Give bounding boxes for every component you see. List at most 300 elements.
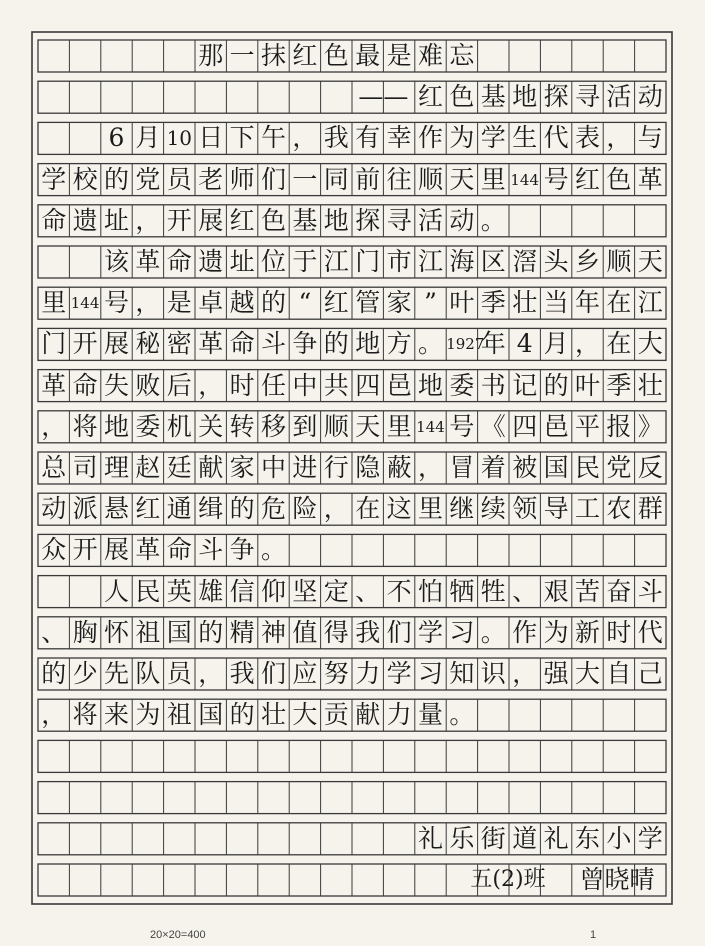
grid-char: 于	[292, 247, 318, 276]
grid-char: 、	[41, 617, 67, 647]
grid-char: 的	[260, 288, 286, 318]
grid-char: 《	[480, 411, 506, 441]
paragraph-3-line-3	[38, 658, 666, 690]
grid-char: 红	[292, 41, 318, 70]
grid-char: 司	[72, 453, 98, 482]
grid-char: 领	[512, 494, 538, 524]
grid-char: 师	[229, 164, 255, 194]
grid-char: 派	[72, 494, 98, 524]
grid-char: 学	[637, 823, 663, 853]
grid-char: 位	[260, 247, 286, 276]
grid-char: ——	[358, 82, 409, 112]
grid-char: 力	[355, 659, 381, 688]
grid-char: 乐	[449, 823, 475, 853]
grid-char: 年	[574, 288, 600, 318]
grid-char: 仰	[260, 576, 286, 606]
grid-char: 校	[72, 164, 98, 194]
grid-char: ，	[292, 123, 318, 153]
paragraph-2-line-2	[38, 287, 666, 319]
grid-char: 下	[229, 123, 255, 153]
grid-char: 中	[292, 370, 318, 400]
grid-char: 日	[198, 123, 224, 153]
grid-char: 时	[229, 370, 255, 400]
grid-char: 继	[449, 494, 475, 524]
grid-char: 通	[166, 494, 192, 524]
grid-char: ”	[424, 288, 437, 318]
grid-char: 己	[637, 659, 663, 688]
paragraph-1-line-2	[38, 164, 666, 196]
grid-char: 。	[449, 700, 475, 730]
grid-char: 月	[135, 123, 161, 153]
grid-char: 礼	[417, 823, 443, 853]
grid-char: 精	[229, 617, 255, 647]
grid-char: 群	[637, 494, 663, 524]
grid-char: 的	[41, 659, 67, 688]
grid-char: 努	[323, 659, 349, 688]
grid-char: 天	[449, 164, 475, 194]
grid-char: 难	[417, 41, 443, 70]
grid-char: 赵	[135, 453, 161, 482]
grid-char: 月	[543, 329, 569, 359]
grid-char: 工	[574, 494, 600, 524]
grid-char: 牺	[449, 576, 475, 606]
grid-char: 代	[637, 617, 663, 647]
grid-char: 人	[103, 576, 129, 606]
grid-char: 力	[386, 700, 412, 730]
grid-char: 区	[480, 247, 506, 276]
grid-char: 为	[135, 700, 161, 730]
grid-char: 前	[355, 164, 381, 194]
grid-char: 邑	[543, 411, 569, 441]
grid-char: 行	[323, 453, 349, 482]
grid-char: 4	[516, 329, 533, 359]
grid-char: 斗	[198, 535, 224, 565]
grid-char: 员	[166, 164, 192, 194]
grid-char: 怕	[417, 576, 443, 606]
grid-char: ，	[41, 700, 67, 730]
grid-char: 定	[323, 576, 349, 606]
grid-char: 址	[229, 247, 255, 276]
grid-char: 坚	[292, 576, 318, 606]
grid-char: 悬	[103, 494, 129, 524]
grid-char: 最	[355, 41, 381, 70]
grid-char: 址	[103, 205, 129, 235]
grid-char: 献	[355, 700, 381, 730]
grid-char: 党	[135, 164, 161, 194]
grid-char: 144	[70, 294, 100, 313]
grid-char: 天	[355, 411, 381, 441]
grid-char: 号	[543, 164, 569, 194]
grid-char: 习	[449, 617, 475, 647]
grid-char: 展	[103, 329, 129, 359]
grid-char: 险	[292, 494, 318, 524]
grid-char: 年	[480, 329, 506, 359]
grid-char: 、	[355, 576, 381, 606]
grid-char: 门	[41, 329, 67, 359]
grid-char: 胸	[72, 617, 98, 647]
grid-char: 国	[543, 453, 569, 482]
grid-char: 众	[41, 535, 67, 565]
grid-char: 叶	[449, 288, 475, 318]
grid-char: 们	[260, 164, 286, 194]
grid-char: 里	[417, 494, 443, 524]
grid-char: 大	[292, 700, 318, 730]
grid-char: 抹	[260, 41, 286, 70]
grid-char: 英	[166, 576, 192, 606]
grid-char: 值	[292, 617, 318, 647]
grid-char: 道	[512, 823, 538, 853]
grid-char: 将	[72, 411, 98, 441]
grid-char: 革	[135, 247, 161, 276]
grid-char: “	[298, 288, 312, 318]
grid-char: 红	[229, 205, 255, 235]
grid-char: 习	[417, 659, 443, 688]
paragraph-3-line-2	[38, 617, 666, 649]
grid-char: ，	[198, 659, 224, 688]
grid-char: ，	[135, 205, 161, 235]
grid-char: 。	[480, 617, 506, 647]
grid-char: ，	[198, 370, 224, 400]
paragraph-2-line-8	[38, 534, 666, 566]
grid-char: 斗	[637, 576, 663, 606]
grid-char: 在	[606, 288, 632, 318]
grid-char: 失	[103, 370, 129, 400]
grid-char: 一	[292, 164, 318, 194]
grid-char: 海	[449, 247, 475, 276]
grid-char: 探	[355, 205, 381, 235]
grid-char: 基	[292, 205, 318, 235]
grid-char: ，	[574, 329, 600, 359]
grid-char: 不	[386, 576, 412, 606]
grid-char: 革	[637, 164, 663, 194]
grid-char: 、	[512, 576, 538, 606]
grid-char: 量	[417, 700, 443, 730]
grid-char: 们	[260, 659, 286, 688]
essay-title	[38, 40, 666, 72]
grid-char: 代	[543, 123, 569, 153]
grid-char: 的	[229, 700, 255, 730]
grid-char: 牲	[480, 576, 506, 606]
grid-char: 邑	[386, 370, 412, 400]
grid-char: 大	[574, 659, 600, 688]
grid-char: 色	[260, 205, 286, 235]
paragraph-2-line-7	[38, 493, 666, 525]
grid-char: 革	[198, 329, 224, 359]
grid-char: 在	[606, 329, 632, 359]
grid-char: 方	[386, 329, 412, 359]
grid-char: 学	[417, 617, 443, 647]
grid-char: 这	[386, 494, 412, 524]
paragraph-2-line-6	[38, 452, 666, 484]
grid-char: 任	[260, 370, 286, 400]
grid-char: 机	[166, 411, 192, 441]
grid-char: 东	[574, 823, 600, 853]
grid-char: 生	[512, 123, 538, 153]
grid-char: 号	[103, 288, 129, 318]
grid-char: 里	[386, 411, 412, 441]
grid-char: 探	[543, 82, 569, 112]
grid-char: 小	[606, 823, 632, 853]
grid-char: 作	[417, 123, 443, 153]
grid-char: 是	[166, 288, 192, 318]
paragraph-1-line-3	[38, 205, 666, 237]
grid-char: 展	[198, 205, 224, 235]
grid-char: 开	[72, 329, 98, 359]
grid-char: 队	[135, 659, 161, 688]
grid-char: 斗	[260, 329, 286, 359]
grid-char: 理	[103, 453, 129, 482]
grid-char: 该	[103, 247, 129, 276]
grid-char: 遗	[72, 205, 98, 235]
grid-char: 们	[386, 617, 412, 647]
grid-char: ，	[417, 453, 443, 482]
grid-char: 我	[355, 617, 381, 647]
grid-char: ，	[512, 659, 538, 688]
grid-char: 1927	[446, 335, 485, 354]
grid-char: 开	[72, 535, 98, 565]
grid-char: 大	[637, 329, 663, 359]
grid-char: 在	[355, 494, 381, 524]
grid-char: 街	[480, 823, 506, 853]
grid-char: 滘	[512, 247, 538, 276]
grid-char: 命	[72, 370, 98, 400]
grid-char: 报	[606, 411, 632, 441]
grid-char: 党	[606, 453, 632, 482]
grid-char: 时	[606, 617, 632, 647]
grid-char: 员	[166, 659, 192, 688]
grid-char: 红	[135, 494, 161, 524]
grid-char: 顺	[606, 247, 632, 276]
grid-char: 续	[480, 494, 506, 524]
grid-char: 廷	[166, 453, 192, 482]
grid-char: 礼	[543, 823, 569, 853]
grid-char: 为	[543, 617, 569, 647]
grid-char: 市	[386, 247, 412, 276]
grid-char: 。	[417, 329, 443, 359]
grid-char: 管	[355, 288, 381, 318]
paragraph-1-line-1	[38, 122, 666, 154]
grid-char: 有	[355, 123, 381, 153]
grid-char: 那	[198, 41, 224, 70]
grid-char: 表	[574, 123, 600, 153]
grid-char: 叶	[574, 370, 600, 400]
grid-char: 红	[417, 82, 443, 112]
grid-char: 学	[386, 659, 412, 688]
grid-char: 革	[41, 370, 67, 400]
grid-char: 卓	[198, 288, 224, 318]
grid-char: 雄	[198, 576, 224, 606]
grid-char: 顺	[417, 164, 443, 194]
grid-char: 顺	[323, 411, 349, 441]
grid-char: 色	[323, 41, 349, 70]
grid-char: 往	[386, 164, 412, 194]
grid-char: 红	[574, 164, 600, 194]
grid-char: 遗	[198, 247, 224, 276]
grid-char: 活	[606, 82, 632, 112]
school-name	[38, 823, 666, 855]
grid-char: 寻	[386, 205, 412, 235]
grid-char: 开	[166, 205, 192, 235]
grid-char: 进	[292, 453, 318, 482]
grid-char: 自	[606, 659, 632, 688]
grid-char: 少	[72, 659, 98, 688]
grid-char: 活	[417, 205, 443, 235]
grid-char: 忘	[449, 41, 475, 70]
grid-char: 识	[480, 659, 506, 688]
grid-char: 着	[480, 453, 506, 482]
grid-char: 应	[292, 659, 318, 688]
grid-char: 作	[512, 617, 538, 647]
grid-char: 江	[637, 288, 663, 318]
grid-char: 季	[606, 370, 632, 400]
grid-char: 学	[41, 164, 67, 194]
paragraph-2-line-1	[38, 246, 666, 278]
grid-char: 四	[355, 370, 381, 400]
grid-char: 的	[103, 164, 129, 194]
grid-char: 天	[637, 247, 663, 276]
grid-char: 地	[417, 370, 443, 400]
grid-char: 信	[229, 576, 255, 606]
grid-char: 是	[386, 41, 412, 70]
grid-char: 地	[103, 411, 129, 441]
grid-char: 共	[323, 370, 349, 400]
grid-char: 祖	[166, 700, 192, 730]
grid-char: 民	[574, 453, 600, 482]
grid-char: 10	[166, 126, 193, 151]
essay-subtitle	[38, 81, 666, 113]
grid-char: 书	[480, 370, 506, 400]
grid-char: 号	[449, 411, 475, 441]
grid-char: 来	[103, 700, 129, 730]
grid-char: 。	[260, 535, 286, 565]
grid-char: 为	[449, 123, 475, 153]
grid-char: 将	[72, 700, 98, 730]
grid-char: 红	[323, 288, 349, 318]
grid-char: 与	[637, 123, 663, 153]
grid-char: 江	[323, 247, 349, 276]
grid-char: 我	[229, 659, 255, 688]
grid-char: 的	[323, 329, 349, 359]
grid-char: ，	[323, 494, 349, 524]
grid-char: 败	[135, 370, 161, 400]
grid-char: 壮	[512, 288, 538, 318]
grid-char: 四	[512, 411, 538, 441]
page-footer	[0, 925, 705, 946]
grid-char: 命	[229, 329, 255, 359]
grid-char: 家	[386, 288, 412, 318]
grid-char: 争	[229, 535, 255, 565]
grid-char: 的	[198, 617, 224, 647]
grid-char: 新	[574, 617, 600, 647]
grid-char: 命	[41, 205, 67, 235]
grid-char: 我	[323, 123, 349, 153]
class-and-author	[38, 864, 666, 896]
grid-char: 平	[574, 411, 600, 441]
grid-char: 记	[512, 370, 538, 400]
author-name: 曾晓晴	[579, 865, 655, 894]
grid-char: 被	[512, 453, 538, 482]
grid-char: 幸	[386, 123, 412, 153]
grid-char: 命	[166, 247, 192, 276]
class-label: 五(2)班	[470, 867, 546, 892]
grid-char: ，	[606, 123, 632, 153]
grid-char: 隐	[355, 453, 381, 482]
grid-char: 。	[480, 205, 506, 235]
grid-char: 当	[543, 288, 569, 318]
grid-char: 里	[41, 288, 67, 318]
grid-char: 国	[166, 617, 192, 647]
paragraph-3-line-4	[38, 699, 666, 731]
grid-char: 先	[103, 659, 129, 688]
grid-char: 老	[198, 164, 224, 194]
grid-char: 越	[229, 288, 255, 318]
grid-char: 学	[480, 123, 506, 153]
grid-char: 色	[449, 82, 475, 112]
grid-char: 怀	[103, 617, 129, 647]
grid-char: 得	[323, 617, 349, 647]
grid-char: 转	[229, 411, 255, 441]
grid-char: 季	[480, 288, 506, 318]
grid-char: 144	[510, 170, 540, 189]
grid-char: 家	[229, 453, 255, 482]
grid-char: 强	[543, 659, 569, 688]
grid-char: 神	[260, 617, 286, 647]
grid-char: 苦	[574, 576, 600, 606]
grid-char: 移	[260, 411, 286, 441]
grid-char: 到	[292, 411, 318, 441]
grid-char: 动	[449, 205, 475, 235]
grid-char: 委	[449, 370, 475, 400]
grid-char: 献	[198, 453, 224, 482]
grid-char: 命	[166, 535, 192, 565]
paragraph-2-line-3	[38, 328, 666, 360]
grid-char: 色	[606, 164, 632, 194]
grid-char: 144	[416, 417, 445, 436]
grid-char: 危	[260, 494, 286, 524]
grid-char: 艰	[543, 576, 569, 606]
grid-char: 乡	[574, 247, 600, 276]
grid-char: 头	[543, 247, 569, 276]
grid-char: 秘	[135, 329, 161, 359]
paragraph-2-line-5	[38, 411, 666, 443]
grid-char: 门	[355, 247, 381, 276]
grid-char: 基	[480, 82, 506, 112]
grid-char: 民	[135, 576, 161, 606]
grid-char: 6	[108, 123, 125, 153]
paragraph-3-line-1	[38, 576, 666, 608]
grid-char: 蔽	[386, 453, 412, 482]
grid-char: 一	[229, 41, 255, 70]
grid-char: 反	[637, 453, 663, 482]
grid-char: 午	[260, 123, 286, 153]
grid-char: 地	[512, 82, 538, 112]
grid-char: 委	[135, 411, 161, 441]
grid-char: 壮	[637, 370, 663, 400]
grid-char: 祖	[135, 617, 161, 647]
grid-char: 后	[166, 370, 192, 400]
grid-char: 同	[323, 164, 349, 194]
grid-char: 中	[260, 453, 286, 482]
grid-char: ，	[41, 411, 67, 441]
grid-char: 壮	[260, 700, 286, 730]
grid-char: 关	[198, 411, 224, 441]
grid-char: 总	[41, 453, 67, 482]
grid-char: 冒	[449, 453, 475, 482]
grid-char: 国	[198, 700, 224, 730]
grid-char: 导	[543, 494, 569, 524]
grid-char: 奋	[606, 576, 632, 606]
word-count: 20×20=400	[150, 929, 206, 941]
